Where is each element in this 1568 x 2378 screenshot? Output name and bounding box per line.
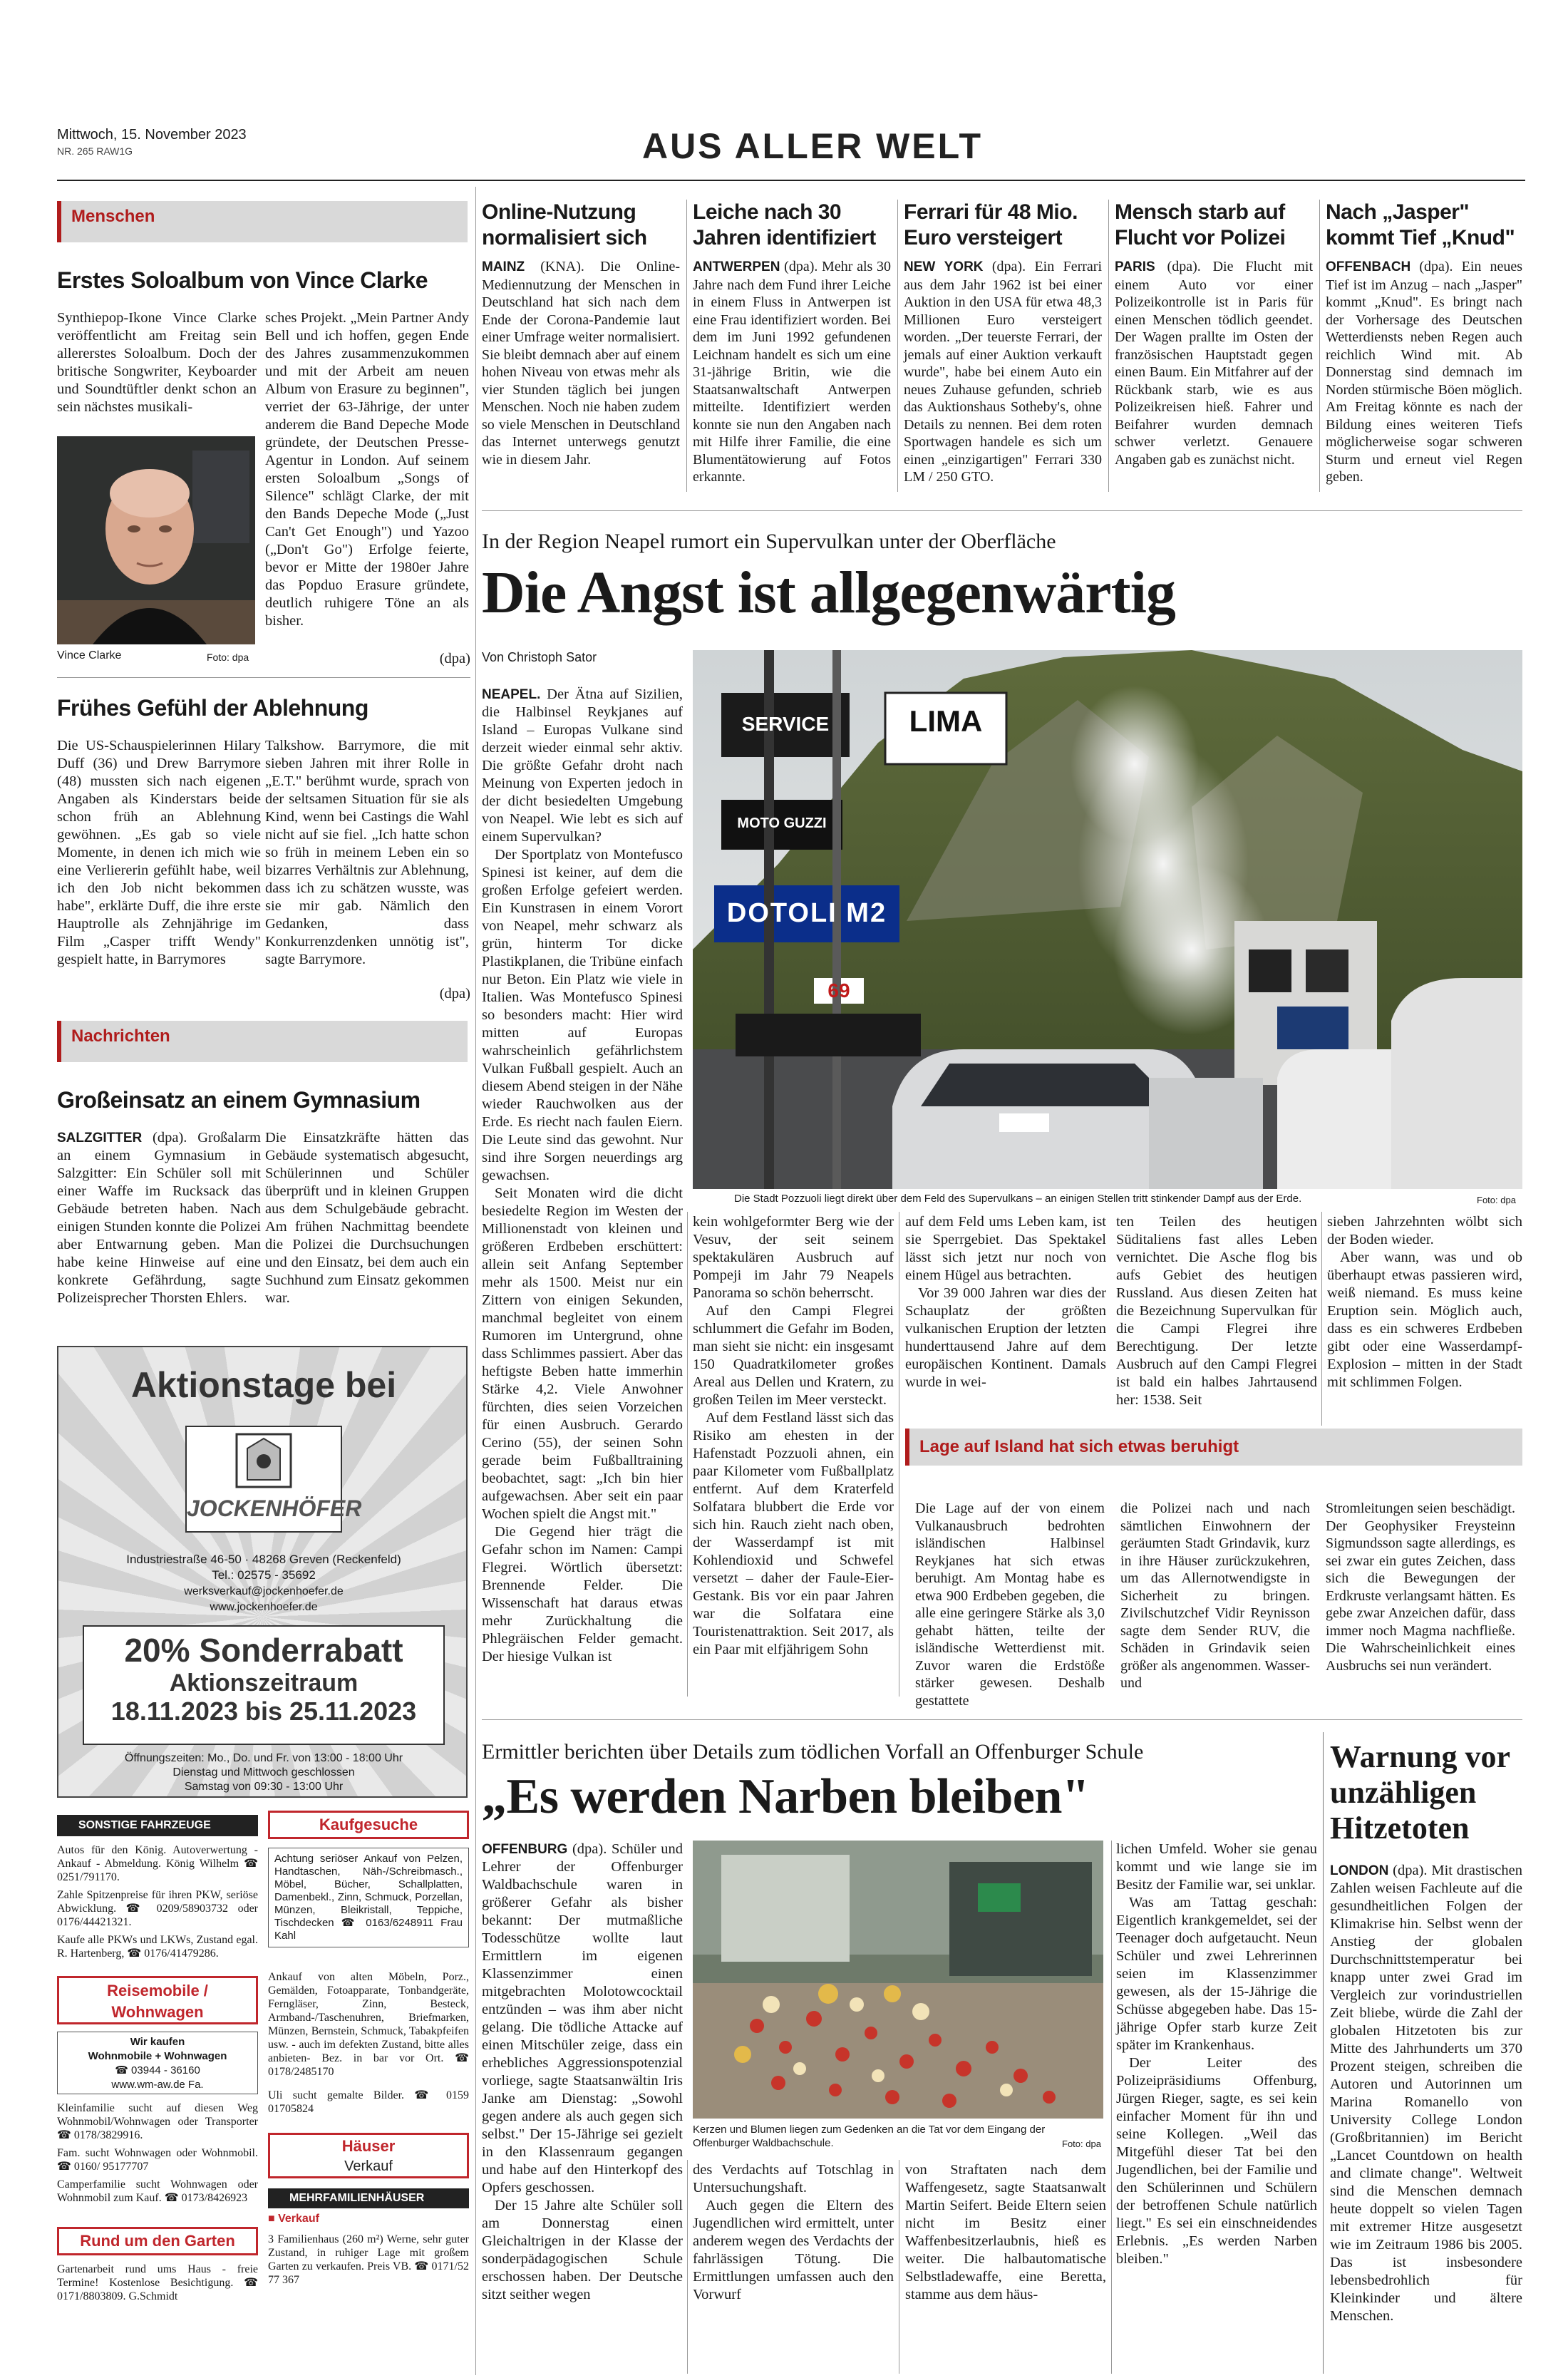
paragraph: des Verdachts auf Totschlag in Untersuchungshaft. — [693, 2162, 894, 2196]
text: (dpa). Mehr als 30 Jahre nach dem Fund ihrer Leiche in einem Fluss in Antwerpen ist eine Frau identifiziert worden. Bei dem im Juni 1992 gefundenen Leichnam handelt es sich um eine 31-jährige Britin, wie die Staatsanwaltschaft Antwerpen mitteilte. Identifiziert werden konnte sie nun den Angaben nach mit Hilfe ihrer Familie, die eine Blumentätowierung auf Fotos erkannte. — [693, 259, 891, 485]
classified-ad: Fam. sucht Wohnwagen oder Wohnmobil. ☎ 0160/ 95177707 — [57, 2147, 258, 2173]
divider — [482, 510, 1522, 511]
photo-caption: Kerzen und Blumen liegen zum Gedenken an die Tat vor dem Eingang der Offenburger Waldbachschule. — [693, 2124, 1046, 2149]
story-text-col1 — [482, 1841, 683, 2371]
paragraph: Der 15 Jahre alte Schüler soll am Donnerstag einen Gleichaltrigen in der Klasse der sonderpädagogischen Schule erschossen haben. Der Deutsche sitzt seither wegen — [482, 2198, 683, 2302]
header-label: MEHRFAMILIENHÄUSER — [289, 2192, 425, 2204]
memorial-image — [693, 1841, 1103, 2119]
article-title: Leiche nach 30 Jahren identifiziert — [693, 200, 876, 249]
paragraph: Was am Tattag geschah: Eigentlich krankgemeldet, sei der Teenager doch aufgetaucht. Neun Schüler und zwei Lehrerinnen seien im Klassenzimmer gewesen, als der 15-Jährige die Schüsse abgegeben habe. Das 15-jährige Opfer starb kurze Zeit später im Krankenhaus. — [1116, 1895, 1317, 2053]
short-article — [482, 200, 680, 468]
infobox-text: Stromleitungen seien beschädigt. Der Geophysiker Freysteinn Sigmundsson sagte allerdings, es sei zwar ein gutes Zeichen, dass sich die Bewegungen der Erdkruste verlangsamt hätten. Es gebe zwar Anzeichen dafür, dass immer noch Magma nachfließe. Die Wahrscheinlichkeit eines Ausbruchs sei nun verändert. — [1326, 1501, 1515, 1674]
category-box: Reisemobile / Wohnwagen — [57, 1976, 258, 2024]
classified-header — [268, 2188, 469, 2208]
lead-kicker: In der Region Neapel rumort ein Supervulkan unter der Oberfläche — [482, 530, 1056, 553]
classified-list — [268, 1970, 469, 2116]
article-text — [693, 258, 891, 486]
issue-number: NR. 265 RAW1G — [57, 145, 133, 157]
section-nachrichten — [57, 1021, 468, 1062]
article-title: Nach „Jasper" kommt Tief „Knud" — [1326, 200, 1515, 249]
text: Verkauf — [344, 2158, 393, 2174]
paragraph: Auch gegen die Eltern des Jugendlichen wird ermittelt, unter anderem wegen des Verdachts der fahrlässigen Tötung. Die Ermittlungen umfassen auch den Vorwurf — [693, 2198, 894, 2302]
column-divider — [687, 2160, 688, 2374]
paragraph: kein wohlgeformter Berg wie der Vesuv, der seit seinem spektakulären Ausbruch auf Pompeji im Jahr 79 Neapels Panorama so schön beherrscht. — [693, 1214, 894, 1301]
article-text — [1326, 258, 1522, 486]
article-title: Erstes Soloalbum von Vince Clarke — [57, 267, 428, 293]
paragraph: von Straftaten nach dem Waffengesetz, sagte Staatsanwalt Martin Seifert. Beide Eltern seien nicht im Besitz einer Waffenbesitzerlaubnis, hieß es weiter. Die halbautomatische Selbstladewaffe, eine Beretta, stamme aus dem häus- — [905, 2162, 1106, 2302]
lead-text-col3 — [905, 1213, 1106, 1420]
classified-header — [57, 1815, 258, 1836]
paragraph: Vor 39 000 Jahren war dies der Schauplatz der größten vulkanischen Eruption der letzten hunderttausend Jahre auf dem europäischen Kontinent. Damals wurde in wei- — [905, 1285, 1106, 1390]
dateline: OFFENBACH — [1326, 259, 1411, 274]
text: Der Ätna auf Sizilien, die Halbinsel Reykjanes auf Island – Europas Vulkane sind derzeit wieder einmal sehr aktiv. Die größte Gefahr droht nach Meinung von Experten jedoch in der dicht besiedelten Umgebung von Neapel. Wie lebt es sich auf einem Supervulkan? — [482, 686, 683, 845]
text: ☎ 03944 - 36160 — [115, 2064, 200, 2076]
sign-number: 69 — [827, 979, 850, 1002]
issue-date: Mittwoch, 15. November 2023 — [57, 127, 247, 143]
classified-boxed-ad: Achtung seriöser Ankauf von Pelzen, Handtaschen, Näh-/Schreibmasch., Möbel, Bücher, Schallplatten, Damenbekl., Zinn, Schmuck, Porzellan, Münzen, Bleikristall, Teppiche, Tischdecken ☎ 0163/6248911 Frau Kahl — [268, 1848, 469, 1947]
text: Häuser — [341, 2137, 396, 2155]
infobox-header — [905, 1429, 1522, 1466]
article-title: Mensch starb auf Flucht vor Polizei — [1115, 200, 1286, 249]
ad-brand: JOCKENHÖFER — [187, 1496, 362, 1521]
text: (KNA). Die Online-Mediennutzung der Menschen in Deutschland hat sich nach dem Ende der Corona-Pandemie laut einer Umfrage weiter normalisiert. Sie bleibt demnach aber auf einem hohen Niveau von etwas mehr als vier Stunden täglich bei jungen Menschen. Noch nie haben zudem so viele Menschen in Deutschland das Internet unterwegs genutzt wie in diesem Jahr. — [482, 259, 681, 468]
text: Wir kaufen — [130, 2036, 185, 2048]
ad-email[interactable]: werksverkauf@jockenhoefer.de — [184, 1585, 344, 1597]
text: (dpa). Die Flucht mit einem Auto vor einer Polizeikontrolle ist in Paris für einen Menschen tödlich geendet. Der Wagen prallte im Osten der französischen Hauptstadt gegen einen Baum. Ein Mitfahrer auf der Rückbank starb, wie es aus Polizeikreisen hieß. Fahrer und Beifahrer wurden demnach schwer verletzt. Genauere Angaben gab es zunächst nicht. — [1115, 259, 1314, 468]
category-box: Rund um den Garten — [57, 2227, 258, 2255]
photo-memorial — [693, 1841, 1103, 2119]
category-box — [268, 2133, 469, 2178]
article-text — [904, 258, 1102, 486]
article-title: Frühes Gefühl der Ablehnung — [57, 695, 368, 721]
dateline: NEAPEL. — [482, 687, 541, 702]
heat-title: Warnung vor unzähligen Hitzetoten — [1330, 1739, 1510, 1846]
classified-ad: Kaufe alle PKWs und LKWs, Zustand egal. R. Hartenberg, ☎ 0176/41479286. — [57, 1934, 258, 1960]
dateline: PARIS — [1115, 259, 1155, 274]
paragraph: sieben Jahrzehnten wölbt sich der Boden wieder. — [1327, 1214, 1522, 1247]
classified-ad: Gartenarbeit rund ums Haus - freie Termine! Kostenlose Besichtigung. ☎ 0171/8803809. G.Schmidt — [57, 2263, 258, 2302]
article-text: Synthiepop-Ikone Vince Clarke veröffentlicht am Freitag sein allererstes Soloalbum. Doch der britische Songwriter, Keyboarder und Soundtüftler denkt schon an sein nächstes musikali- — [57, 310, 257, 415]
paragraph: Die Gegend hier trägt die Gefahr schon im Namen: Campi Flegrei. Wörtlich übersetzt: Brennende Felder. Die Wissenschaft hat daraus etwas mehr Zurückhaltung die Phlegräischen Felder gemacht. Der hiesige Vulkan ist — [482, 1524, 683, 1664]
classified-ad: Kleinfamilie sucht auf diesen Weg Wohnmobil/Wohnwagen oder Transporter ☎ 0178/3829916. — [57, 2102, 258, 2141]
text: (dpa). Ein Ferrari aus dem Jahr 1962 ist bei einer Auktion in den USA für etwa 48,3 Millionen Euro versteigert worden. „Der teuerste Ferrari, der jemals auf einer Auktion verkauft wurde", habe bei einem Auto ein neues Zuhause gefunden, schrieb das Auktionshaus Sotheby's, ohne Details zu nennen. Bei dem roten Sportwagen handele es sich um einen „einzigartigen" Ferrari 330 LM / 250 GTO. — [904, 259, 1102, 485]
short-article — [693, 200, 891, 486]
paragraph: Der Leiter des Polizeipräsidiums Offenburg, Jürgen Rieger, sagte, es sei kein einfacher Moment für ihn und seine Kollegen. „Weil das Mitgefühl dieser Tat bei den Jugendlichen, bei der Familie und den Schülerinnen und Schülern der betroffenen Schule natürlich liegt." Es sei ein einschneidendes Erlebnis. „Es werden Narben bleiben." — [1116, 2055, 1317, 2267]
classified-ad: Camperfamilie sucht Wohnwagen oder Wohnmobil zum Kauf. ☎ 0173/8426923 — [57, 2178, 258, 2204]
photo-caption: Vince Clarke — [57, 649, 122, 662]
source-tag: (dpa) — [439, 651, 470, 666]
sign-service: SERVICE — [741, 713, 830, 735]
photo-vince-clarke — [57, 436, 255, 644]
header-label: SONSTIGE FAHRZEUGE — [78, 1819, 211, 1831]
ad-hours: Samstag von 09:30 - 13:00 Uhr — [184, 1781, 344, 1793]
classified-list — [57, 2101, 258, 2205]
section-label: Menschen — [71, 207, 155, 226]
text: www.wm-aw.de Fa. — [111, 2079, 204, 2091]
story-title: „Es werden Narben bleiben" — [482, 1769, 1090, 1824]
short-article — [904, 200, 1102, 486]
column-divider — [1323, 1732, 1324, 2374]
article-text: Die US-Schauspielerinnen Hilary Duff (36) und Drew Barrymore (48) mussten sich nach eigenen Angaben als Kinderstars beide schon früh an Ablehnung gewöhnen. „Es gab so viele Momente, in denen ich mich wie eine Verliererin gefühlt habe, weil ich den Job nicht bekommen habe", erklärte Duff, die ihre erste Hauptrolle als Zehnjährige im Film „Casper trifft Wendy" gespielt hatte, in Barrymores — [57, 738, 261, 967]
paragraph: lichen Umfeld. Woher sie genau kommt und wie lange sie im Besitz der Familie war, sei unklar. — [1116, 1841, 1317, 1893]
article-text: Talkshow. Barrymore, die mit sieben Jahren mit ihrer Rolle in „E.T." berühmt wurde, sprach von der seltsamen Situation für sie als Kind, wenn bei Castings die Wahl nicht auf sie fiel. „Ich hatte schon so früh in meinem Leben ein so bizarres Verhältnis zur Ablehnung, dass ich zu schätzen wusste, was sie mir gab. Nämlich den Gedanken, dass Konkurrenzdenken unnötig ist", sagte Barrymore. — [265, 738, 469, 967]
column-divider — [1111, 1841, 1112, 2374]
text: (dpa). Ein neues Tief ist im Anzug – nach „Jasper" kommt „Knud". Es bringt nach der Vorhersage des Deutschen Wetterdiensts neben Regen auch reichlich Wind mit. Ab Donnerstag sind demnach im Norden stürmische Böen möglich. Am Freitag könnte es nach der Bildung eines weiteren Tiefs möglicherweise sogar schweren Sturm und erneut viel Regen geben. — [1326, 259, 1523, 485]
short-article — [1326, 200, 1522, 486]
ad-web[interactable]: www.jockenhoefer.de — [210, 1601, 318, 1613]
heat-text — [1330, 1862, 1522, 2371]
story-kicker: Ermittler berichten über Details zum tödlichen Vorfall an Offenburger Schule — [482, 1740, 1144, 1764]
text: (dpa). Großalarm an einem Gymnasium in Salzgitter: Ein Schüler soll mit einer Waffe im Rucksack das Gebäude betreten haben. Nach einigen Stunden konnte die Polizei aber Entwarnung geben. Man habe keine Hinweise auf eine konkrete Gefährdung, sagte Polizeisprecher Thorsten Ehlers. — [57, 1130, 261, 1306]
paragraph: ten Teilen des heutigen Süditaliens fast alles Leben vernichtet. Die Asche flog bis aufs Gebiet des heutigen Russland. Aus diesen Zeiten hat die Bezeichnung Supervulkan für die Campi Flegrei ihre Berechtigung. Der letzte Ausbruch auf den Campi Flegrei ist bald ein halbes Jahrtausend her: 1538. Seit — [1116, 1214, 1317, 1408]
ad-logo — [185, 1426, 362, 1533]
column-divider — [1108, 200, 1109, 492]
paragraph: auf dem Feld ums Leben kam, ist sie Sperrgebiet. Das Spektakel lässt sich jetzt nur noch von einem Hügel aus betrachten. — [905, 1214, 1106, 1283]
photo-pozzuoli — [693, 650, 1522, 1189]
article-text — [482, 258, 680, 468]
category-box: Kaufgesuche — [268, 1811, 469, 1839]
sign-dotoli: DOTOLI M2 — [726, 898, 887, 928]
dateline: NEW YORK — [904, 259, 984, 274]
classified-subheader: ■ Verkauf — [268, 2213, 319, 2225]
story-text-col3 — [905, 2161, 1106, 2372]
text: (dpa). Schüler und Lehrer der Offenburger Waldbachschule waren in größerer Gefahr als bisher bekannt: Der mutmaßliche Todesschütze wollte laut Ermittlern im eigenen Klassenzimmer einen mitgebrachten Molotowcocktail entzünden – was ihm aber nicht gelang. Die tödliche Attacke auf einen Mitschüler zeige, dass ein erhebliches Aggressionspotenzial vorliege, sagte Staatsanwältin Iris Janke am Dienstag: „Sowohl gegen andere als auch gegen sich selbst." Der 15-Jährige sei gezielt in den Klassenraum gegangen und habe auf den Hinterkopf des Opfers geschossen. — [482, 1841, 683, 2196]
text: Verkauf — [278, 2213, 319, 2225]
short-article — [1115, 200, 1313, 468]
ad-phone: Tel.: 02575 - 35692 — [212, 1568, 316, 1582]
ad-discount-box — [83, 1625, 445, 1745]
ad-jockenhoefer[interactable] — [57, 1346, 468, 1798]
article-title: Ferrari für 48 Mio. Euro versteigert — [904, 200, 1078, 249]
text: Wohnmobile + Wohnwagen — [88, 2050, 227, 2062]
column-divider — [475, 187, 476, 2375]
lead-text-col4 — [1116, 1213, 1317, 1420]
article-text — [57, 1129, 261, 1307]
divider — [57, 677, 470, 678]
ad-address: Industriestraße 46-50 · 48268 Greven (Reckenfeld) — [126, 1553, 401, 1566]
story-text-col4 — [1116, 1841, 1317, 2372]
paragraph: Seit Monaten wird die dicht besiedelte Region im Westen der Millionenstadt von kleinen und größeren Erdbeben erschüttert: allein seit Anfang September mehr als 1500. Meist nur ein Zittern von einigen Sekunden, manchmal begleitet von einem Rumoren im Untergrund, ohne dass Schlimmes passiert. Aber das heftigste Beben hatte immerhin Stärke 4,2. Viele Anwohner fürchten, dies seien Vorzeichen für einen Ausbruch. Gerardo Cerino (55), der seinen Sohn gerade beim Fußballtraining beobachtet, sagt: „Ich bin hier aufgewachsen. Aber seit ein paar Wochen spielt die Angst mit." — [482, 1185, 683, 1522]
lead-title: Die Angst ist allgegenwärtig — [482, 560, 1175, 626]
lead-text-col2 — [693, 1213, 894, 1698]
column-divider — [897, 200, 898, 492]
ad-title: Aktionstage bei — [130, 1365, 397, 1405]
dateline: OFFENBURG — [482, 1842, 568, 1857]
story-text-col2 — [693, 2161, 894, 2372]
classified-ad: Ankauf von alten Möbeln, Porz., Gemälden, Fotoapparate, Tonbandgeräte, Ferngläser, Zinn, Besteck, Armband-/Taschenuhren, Briefmarken, Münzen, Bernstein, Schmuck, Tabakpfeifen usw. - auch im defekten Zustand, bitte alles anbieten- Bez. in bar vor Ort. ☎ 0178/2485170 — [268, 1971, 469, 2078]
infobox-text: die Polizei nach und nach sämtlichen Einwohnern der geräumten Stadt Grindavik, kurz in ihre Häuser zurückzukehren, um das Allernotwendigste in Sicherheit zu bringen. Zivilschutzchef Vidir Reynisson sagte dem Sender RUV, die Schäden in Grindavik seien größer als angenommen. Wasser- und — [1120, 1501, 1310, 1691]
photo-credit: Foto: dpa — [207, 652, 249, 663]
photo-caption: Die Stadt Pozzuoli liegt direkt über dem Feld des Supervulkans – an einigen Stellen tritt stinkender Dampf aus der Erde. — [734, 1193, 1302, 1205]
text: (dpa). Mit drastischen Zahlen weisen Fachleute auf die gesundheitlichen Folgen der Klimakrise hin. Selbst wenn der Anstieg der globalen Durchschnittstemperatur bei knapp unter zwei Grad im Vergleich zur vorindustriellen Zeit bliebe, würde die Zahl der globalen Hitzetoten bis zur Mitte des Jahrhunderts um 370 Prozent steigen, schreiben die Autoren und Autorinnen um Marina Romanello von University College London (Großbritannien) im Bericht „Lancet Countdown on health and climate change". Weltweit sind die Menschen demnach heute doppelt so vielen Tagen mit extremer Hitze ausgesetzt wie im Zeitraum 1986 bis 2005. Das ist insbesondere lebensbedrohlich für Kleinkinder und ältere Menschen. — [1330, 1863, 1523, 2324]
infobox-text: Die Lage auf der von einem Vulkanausbruch bedrohten isländischen Halbinsel Reykjanes hat sich etwas beruhigt. Am Montag habe es etwa 900 Erdbeben gegeben, die alle eine geringere Stärke als 3,0 gehabt hätten, teilte der isländische Wetterdienst mit. Zuvor waren die Erdstöße stärker gewesen. Deshalb gestattete — [915, 1501, 1105, 1709]
section-title: AUS ALLER WELT — [641, 126, 984, 166]
column-divider — [1319, 200, 1320, 492]
section-menschen — [57, 201, 468, 242]
dateline: ANTWERPEN — [693, 259, 780, 274]
classified-ad: Autos für den König. Autoverwertung - Ankauf - Abmeldung. König Wilhelm ☎ 0251/791170. — [57, 1844, 258, 1883]
dateline: SALZGITTER — [57, 1131, 143, 1146]
infobox-title: Lage auf Island hat sich etwas beruhigt — [919, 1437, 1239, 1456]
byline: Von Christoph Sator — [482, 650, 597, 664]
classified-ad: 3 Familienhaus (260 m²) Werne, sehr guter Zustand, in ruhiger Lage mit großem Garten zu verkaufen. Preis VB. ☎ 0171/52 77 367 — [268, 2233, 469, 2286]
ad-hours: Öffnungszeiten: Mo., Do. und Fr. von 13:00 - 18:00 Uhr — [124, 1752, 403, 1764]
article-text — [1115, 258, 1313, 468]
classified-ad: Zahle Spitzenpreise für ihren PKW, seriöse Abwicklung. ☎ 0209/58903732 oder 0176/44421321. — [57, 1889, 258, 1928]
photo-credit: Foto: dpa — [1477, 1195, 1516, 1205]
sign-moto-guzzi: MOTO GUZZI — [737, 815, 827, 831]
divider — [482, 1719, 1522, 1720]
sign-lima: LIMA — [909, 704, 983, 738]
article-title: Online-Nutzung normalisiert sich — [482, 200, 647, 249]
ad-period: 18.11.2023 bis 25.11.2023 — [110, 1697, 417, 1726]
classified-boxed-ad — [57, 2032, 258, 2094]
section-label: Nachrichten — [71, 1026, 170, 1046]
column-divider — [1321, 1212, 1322, 1426]
paragraph: Auf dem Festland lässt sich das Risiko am ehesten in der Hafenstadt Pozzuoli ahnen, ein paar Kilometer vom Fußballplatz entfernt. Auf dem Kraterfeld Solfatara blubbert die Erde vor sich hin. Rauch zieht nach oben, der Wasserdampf ist mit Kohlendioxid und Schwefel versetzt – daher der Faule-Eier-Gestank. Bis vor ein paar Jahren war die Solfatara eine Touristenattraktion. Seit 2017, als ein Paar mit elfjährigem Sohn — [693, 1410, 894, 1657]
ad-discount: 20% Sonderrabatt — [124, 1632, 403, 1669]
classified-ad: Uli sucht gemalte Bilder. ☎ 0159 01705824 — [268, 2089, 469, 2115]
short-news-strip — [482, 200, 1522, 499]
paragraph: Der Sportplatz von Montefusco Spinesi ist keiner, auf dem die großen Erfolge gefeiert werden. Ein Kunstrasen in einem Vorort von Neapel, mehr schwarz als grün, hinterm Tor dicke Plastikplanen, die Tribüne einfach nur Beton. Ein Platz wie viele in Italien. Was Montefusco Spinesi so besonders macht: Hier wird mitten auf Europas wahrscheinlich gefährlichstem Vulkan Fußball gespielt. Auch an diesem Abend steigen in der Nähe wieder Rauchwolken aus der Erde. Es riecht nach faulen Eiern. Die Leute sind das gewohnt. Nur sind ihre Sorgen neuerdings arg gewachsen. — [482, 847, 683, 1183]
paragraph: Auf den Campi Flegrei schlummert die Gefahr im Boden, man sieht sie nicht: ein insgesamt 150 Quadratkilometer großes Areal aus Dellen und Kratern, zu großen Teilen im Meer versteckt. — [693, 1303, 894, 1408]
header-rule — [57, 180, 1525, 181]
dateline: MAINZ — [482, 259, 525, 274]
ad-hours: Dienstag und Mittwoch geschlossen — [172, 1766, 355, 1779]
classified-list — [57, 1843, 258, 1960]
lead-text-col5 — [1327, 1213, 1522, 1427]
source-tag: (dpa) — [439, 986, 470, 1002]
paragraph: Aber wann, was und ob überhaupt etwas passieren wird, weiß niemand. Es muss keine Eruption sein. Möglich auch, dass es ein schweres Erdbeben gibt oder eine Wasserdampf-Explosion – mitten in der Stadt mit schlimmen Folgen. — [1327, 1250, 1522, 1390]
column-divider — [686, 200, 687, 492]
column-divider — [687, 1212, 688, 1697]
photo-credit: Foto: dpa — [1062, 2138, 1101, 2149]
article-title: Großeinsatz an einem Gymnasium — [57, 1087, 421, 1113]
article-text: sches Projekt. „Mein Partner Andy Bell und ich hoffen, gegen Ende des Jahres zusammenzukommen und mit der Arbeit am neuen Album von Erasure zu beginnen", verriet der 63-Jährige, der unter anderem die Band Depeche Mode gründete, der Deutschen Presse-Agentur in London. Auf seinem ersten Soloalbum „Songs of Silence" schlägt Clarke, der mit den Bands Depeche Mode („Just Can't Get Enough") und Yazoo („Don't Go") Erfolge feierte, bevor er Mitte der 1980er Jahre das Popduo Erasure gründete, deutlich ruhigere Töne an als bisher. — [265, 310, 469, 629]
portrait-image — [57, 436, 255, 644]
article-text: Die Einsatzkräfte hätten das Gebäude systematisch abgesucht, Schülerinnen und Schüler überprüft und in kleinen Gruppen aus dem Schulgebäude gebracht. Am frühen Nachmittag beendete die Polizei die Durchsuchungen und den Einsatz, bei dem auch ein Suchhund zum Einsatz gekommen war. — [265, 1130, 469, 1306]
lead-text-col1 — [482, 686, 683, 1695]
ad-period-label: Aktionszeitraum — [169, 1669, 359, 1697]
dateline: LONDON — [1330, 1863, 1389, 1878]
